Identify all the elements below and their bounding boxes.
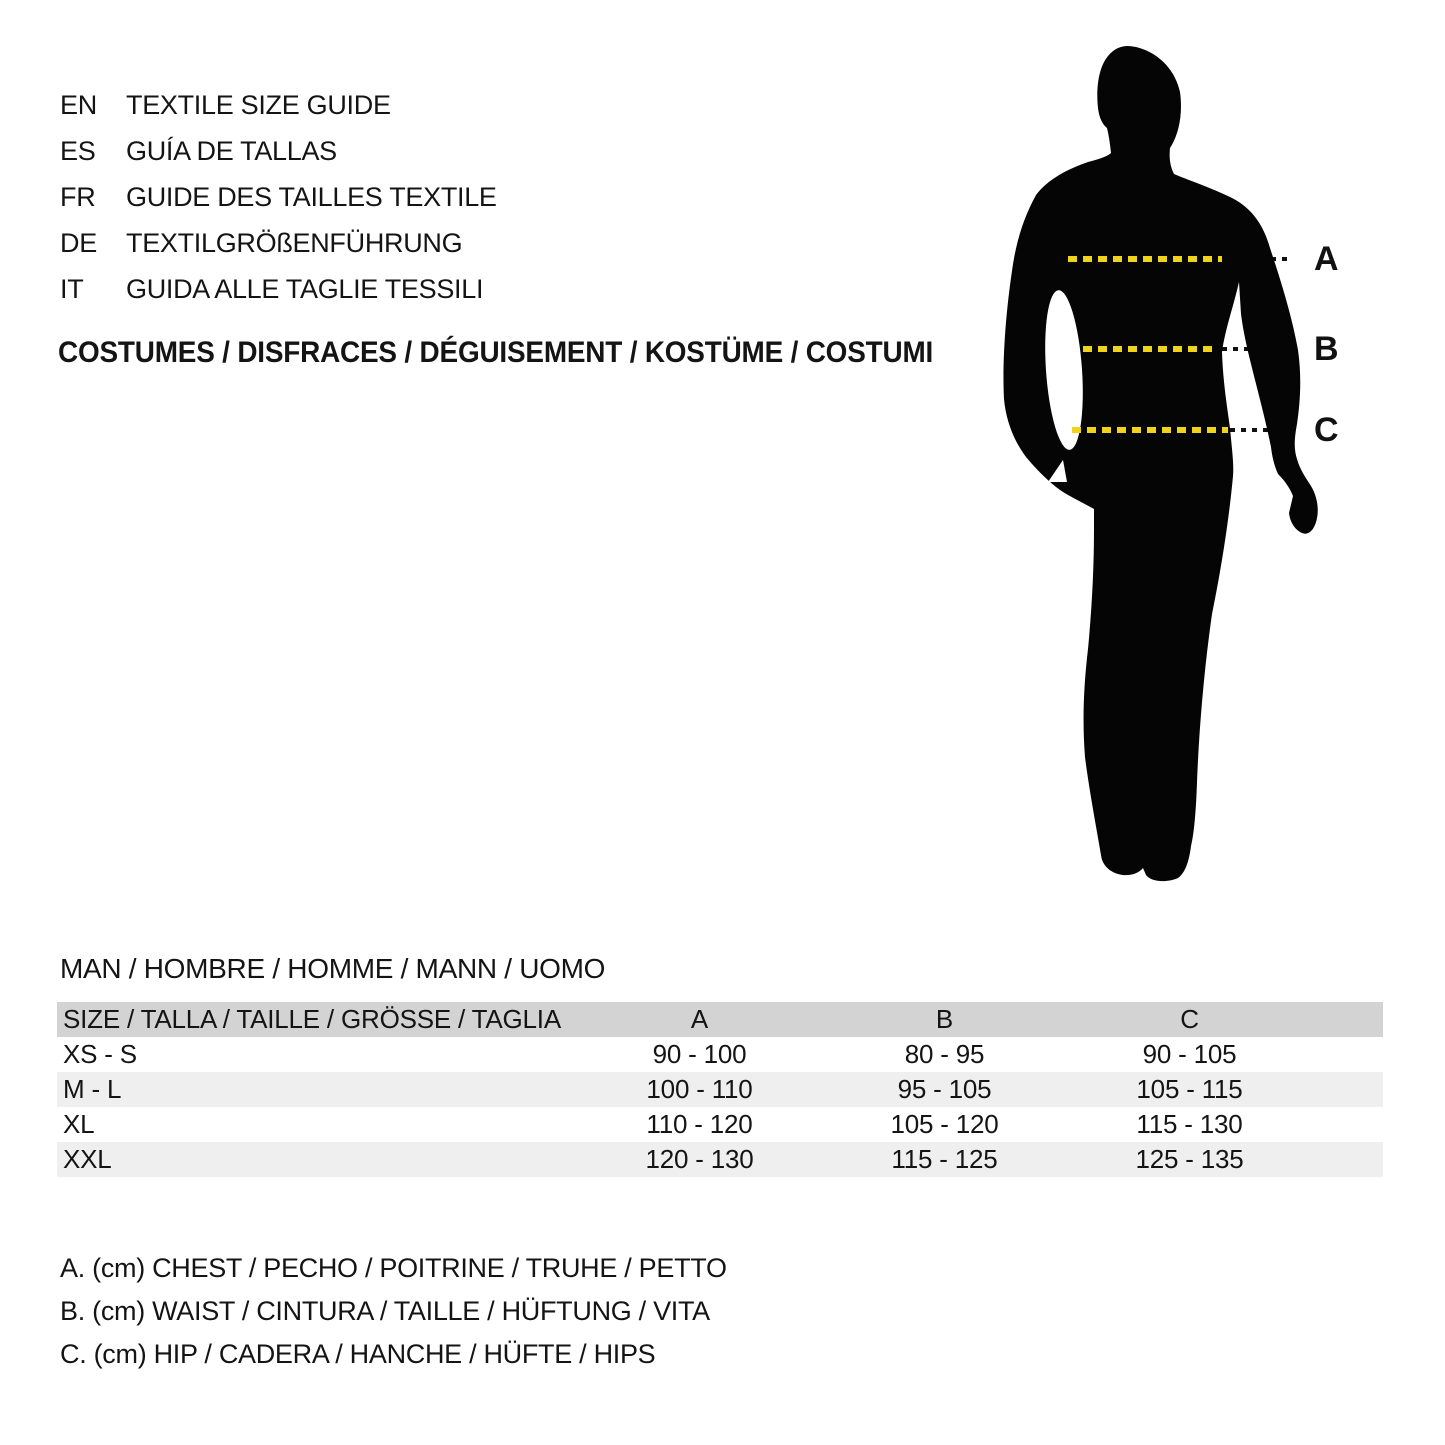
legend-waist: [60, 1290, 727, 1333]
legend-text: WAIST / CINTURA / TAILLE / HÜFTUNG / VITA: [152, 1296, 710, 1326]
lang-code: IT: [60, 274, 84, 304]
legend-key: C.: [60, 1339, 87, 1369]
table-row-xl: [57, 1107, 1383, 1142]
waist-range-cell: 115 - 125: [891, 1144, 998, 1174]
measure-label-c: C: [1314, 411, 1339, 449]
legend-key: B.: [60, 1296, 85, 1326]
legend-unit: (cm): [93, 1339, 147, 1369]
lang-code: DE: [60, 228, 97, 258]
legend-key: A.: [60, 1253, 85, 1283]
table-row-m-l: [57, 1072, 1383, 1107]
hip-range-cell: 115 - 130: [1136, 1109, 1243, 1139]
waist-range-cell: 80 - 95: [904, 1039, 985, 1069]
male-silhouette-figure: [960, 30, 1380, 930]
measure-label-b: B: [1314, 330, 1339, 368]
legend-unit: (cm): [92, 1296, 145, 1326]
legend-text: CHEST / PECHO / POITRINE / TRUHE / PETTO: [152, 1253, 727, 1283]
lang-title: GUIDA ALLE TAGLIE TESSILI: [126, 274, 484, 304]
language-title-list: [60, 82, 497, 312]
silhouette-svg: [960, 30, 1380, 930]
lang-code: ES: [60, 136, 96, 166]
lang-title: GUÍA DE TALLAS: [126, 136, 337, 166]
lang-title: GUIDE DES TAILLES TEXTILE: [126, 182, 497, 212]
table-row-xs-s: [57, 1037, 1383, 1072]
measure-label-a: A: [1314, 240, 1339, 278]
lang-row-fr: [60, 174, 497, 220]
lang-row-en: [60, 82, 497, 128]
lang-code: EN: [60, 90, 97, 120]
man-silhouette: [1003, 46, 1317, 881]
size-table-header-row: [57, 1002, 1383, 1037]
size-cell: XL: [63, 1109, 95, 1139]
legend-hip: [60, 1333, 727, 1376]
waist-range-cell: 105 - 120: [890, 1109, 999, 1139]
legend-chest: [60, 1247, 727, 1290]
lang-title: TEXTILGRÖßENFÜHRUNG: [126, 228, 463, 258]
chest-range-cell: 90 - 100: [652, 1039, 747, 1069]
column-header-b: B: [935, 1004, 954, 1034]
chest-range-cell: 120 - 130: [645, 1144, 754, 1174]
column-header-a: A: [690, 1004, 709, 1034]
chest-range-cell: 100 - 110: [646, 1074, 753, 1104]
legend-text: HIP / CADERA / HANCHE / HÜFTE / HIPS: [153, 1339, 656, 1369]
hip-range-cell: 105 - 115: [1136, 1074, 1243, 1104]
size-column-header: SIZE / TALLA / TAILLE / GRÖSSE / TAGLIA: [63, 1004, 561, 1034]
hip-range-cell: 125 - 135: [1135, 1144, 1244, 1174]
lang-title: TEXTILE SIZE GUIDE: [126, 90, 391, 120]
legend-unit: (cm): [92, 1253, 145, 1283]
size-cell: M - L: [63, 1074, 122, 1104]
lang-row-it: [60, 266, 497, 312]
category-title: COSTUMES / DISFRACES / DÉGUISEMENT / KOSTÜME / COSTUMI: [58, 336, 934, 369]
waist-range-cell: 95 - 105: [897, 1074, 992, 1104]
column-header-c: C: [1180, 1004, 1199, 1034]
size-table: [57, 1002, 1383, 1177]
lang-row-de: [60, 220, 497, 266]
hip-range-cell: 90 - 105: [1142, 1039, 1237, 1069]
size-cell: XS - S: [63, 1039, 137, 1069]
measurement-legend: [60, 1247, 727, 1376]
section-title-man: MAN / HOMBRE / HOMME / MANN / UOMO: [60, 953, 606, 984]
table-row-xxl: [57, 1142, 1383, 1177]
lang-row-es: [60, 128, 497, 174]
size-cell: XXL: [63, 1144, 112, 1174]
lang-code: FR: [60, 182, 96, 212]
chest-range-cell: 110 - 120: [646, 1109, 753, 1139]
